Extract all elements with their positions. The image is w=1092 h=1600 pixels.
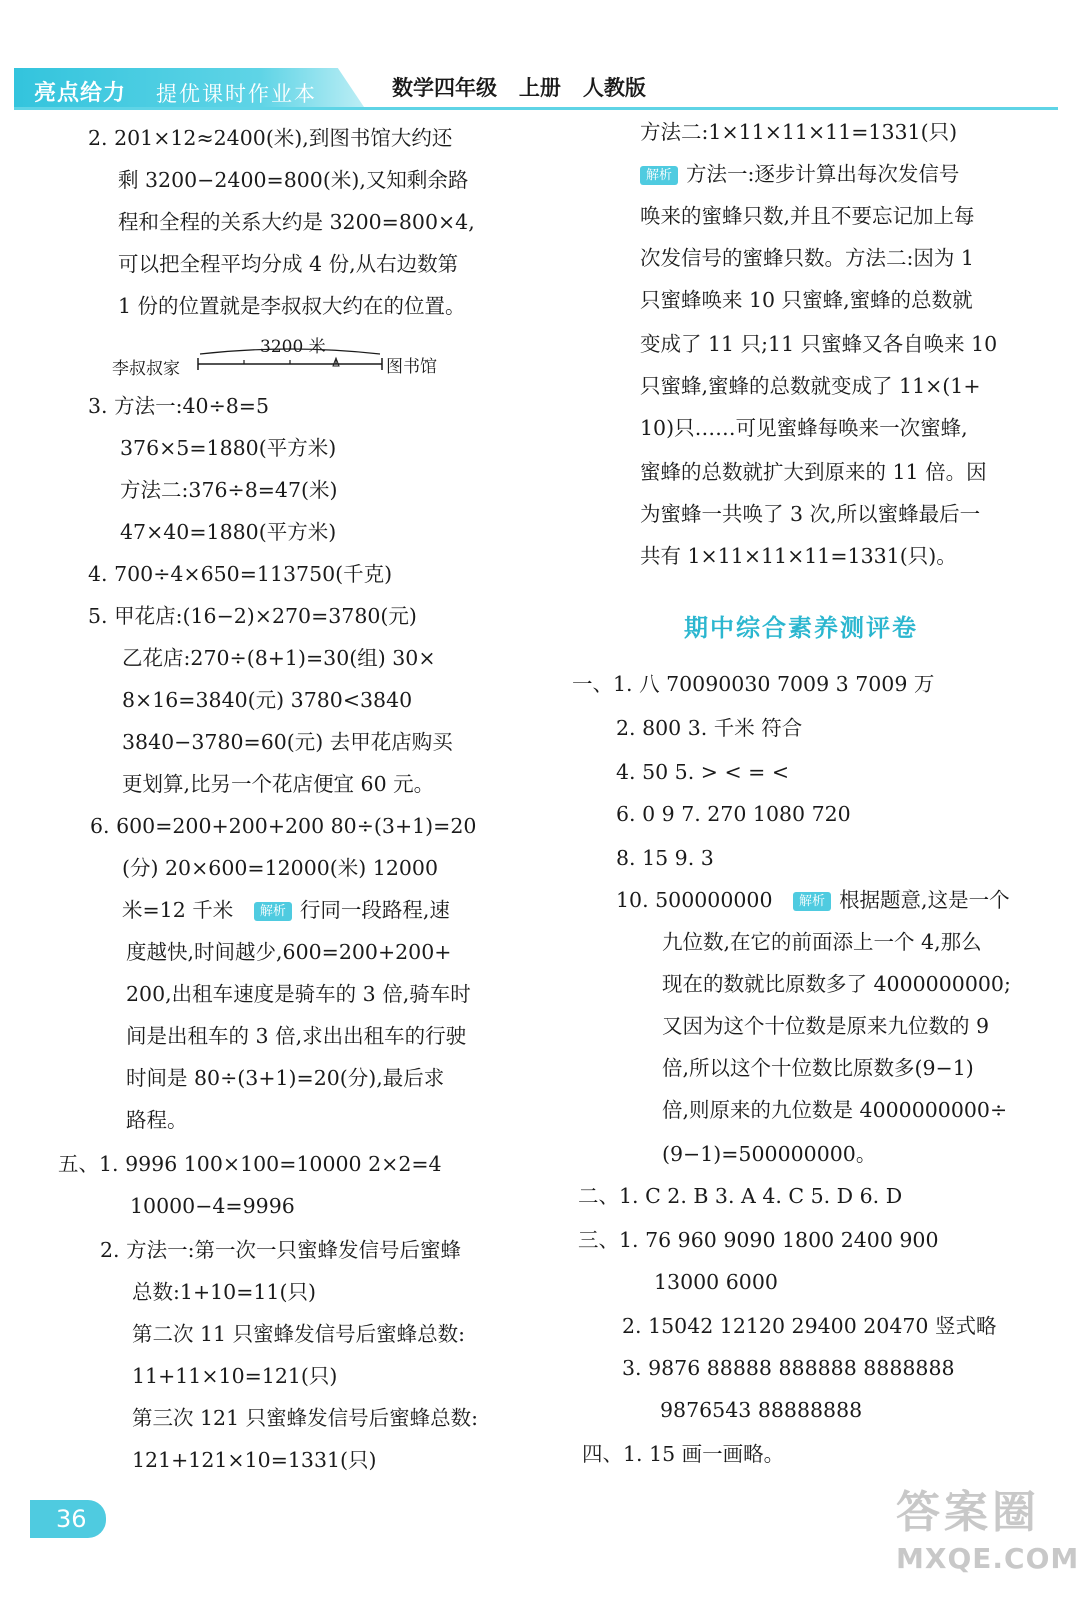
analysis-text: 根据题意,这是一个 bbox=[839, 888, 1010, 912]
answer-line: 路程。 bbox=[126, 1108, 188, 1132]
answer-line: 总数:1+10=11(只) bbox=[132, 1280, 316, 1304]
answer-line: 第二次 11 只蜜蜂发信号后蜜蜂总数: bbox=[132, 1322, 466, 1346]
header-brand: 亮点给力 bbox=[34, 81, 127, 106]
answer-line: 47×40=1880(平方米) bbox=[120, 520, 337, 544]
answer-line: 三、1. 76 960 9090 1800 2400 900 bbox=[578, 1228, 939, 1252]
analysis-text: 方法一:逐步计算出每次发信号 bbox=[686, 162, 960, 186]
answer-line: 1 份的位置就是李叔叔大约在的位置。 bbox=[118, 294, 466, 318]
answer-line: 倍,则原来的九位数是 4000000000÷ bbox=[662, 1098, 1008, 1122]
answer-line: 121+121×10=1331(只) bbox=[132, 1448, 377, 1472]
answer-line: 为蜜蜂一共唤了 3 次,所以蜜蜂最后一 bbox=[640, 502, 981, 526]
answer-line: 5. 甲花店:(16−2)×270=3780(元) bbox=[88, 604, 417, 628]
header-divider bbox=[14, 107, 1058, 110]
answer-line: 又因为这个十位数是原来九位数的 9 bbox=[662, 1014, 990, 1038]
answer-line: 度越快,时间越少,600=200+200+ bbox=[126, 940, 452, 964]
answer-line: 10)只……可见蜜蜂每唤来一次蜜蜂, bbox=[640, 416, 968, 440]
answer-line: 第三次 121 只蜜蜂发信号后蜜蜂总数: bbox=[132, 1406, 479, 1430]
answer-line: 4. 700÷4×650=113750(千克) bbox=[88, 562, 393, 586]
answer-text: 10. 500000000 bbox=[616, 888, 773, 912]
answer-line: 3840−3780=60(元) 去甲花店购买 bbox=[122, 730, 453, 754]
answer-text: 米=12 千米 bbox=[122, 898, 234, 922]
answer-line: (分) 20×600=12000(米) 12000 bbox=[122, 856, 439, 880]
answer-line: 更划算,比另一个花店便宜 60 元。 bbox=[122, 772, 435, 796]
answer-line bbox=[640, 164, 959, 185]
answer-line: 只蜜蜂唤来 10 只蜜蜂,蜜蜂的总数就 bbox=[640, 288, 973, 312]
answer-line: 4. 50 5. > < = < bbox=[616, 760, 790, 784]
answer-line: 共有 1×11×11×11=1331(只)。 bbox=[640, 544, 957, 568]
answer-line: 次发信号的蜜蜂只数。方法二:因为 1 bbox=[640, 246, 974, 270]
answer-line: 9876543 88888888 bbox=[660, 1398, 863, 1422]
answer-line: (9−1)=500000000。 bbox=[662, 1142, 877, 1166]
answer-line: 2. 201×12≈2400(米),到图书馆大约还 bbox=[88, 126, 453, 150]
answer-line bbox=[122, 900, 450, 921]
distance-diagram bbox=[112, 332, 452, 384]
answer-line: 10000−4=9996 bbox=[130, 1194, 295, 1218]
answer-line: 8×16=3840(元) 3780<3840 bbox=[122, 688, 413, 712]
answer-line bbox=[616, 890, 1010, 911]
answer-line: 3. 方法一:40÷8=5 bbox=[88, 394, 270, 418]
answer-line: 2. 15042 12120 29400 20470 竖式略 bbox=[622, 1314, 997, 1338]
answer-line: 间是出租车的 3 倍,求出出租车的行驶 bbox=[126, 1024, 467, 1048]
answer-line: 376×5=1880(平方米) bbox=[120, 436, 337, 460]
analysis-badge: 解析 bbox=[793, 892, 831, 911]
watermark bbox=[896, 1476, 1079, 1575]
watermark-logo: 答案圈 bbox=[896, 1487, 1040, 1538]
answer-line: 可以把全程平均分成 4 份,从右边数第 bbox=[118, 252, 459, 276]
answer-line: 乙花店:270÷(8+1)=30(组) 30× bbox=[122, 646, 436, 670]
header-book-title: 数学四年级 上册 人教版 bbox=[392, 76, 646, 100]
answer-line: 13000 6000 bbox=[654, 1270, 778, 1294]
answer-line: 五、1. 9996 100×100=10000 2×2=4 bbox=[58, 1152, 442, 1176]
answer-line: 11+11×10=121(只) bbox=[132, 1364, 338, 1388]
answer-line: 方法二:1×11×11×11=1331(只) bbox=[640, 120, 958, 144]
answer-line: 只蜜蜂,蜜蜂的总数就变成了 11×(1+ bbox=[640, 374, 981, 398]
answer-line: 倍,所以这个十位数比原数多(9−1) bbox=[662, 1056, 974, 1080]
answer-line: 8. 15 9. 3 bbox=[616, 846, 714, 870]
section-title: 期中综合素养测评卷 bbox=[684, 614, 918, 642]
answer-line: 二、1. C 2. B 3. A 4. C 5. D 6. D bbox=[578, 1184, 903, 1208]
answer-line: 蜜蜂的总数就扩大到原来的 11 倍。因 bbox=[640, 460, 987, 484]
answer-line: 四、1. 15 画一画略。 bbox=[582, 1442, 785, 1466]
answer-line: 九位数,在它的前面添上一个 4,那么 bbox=[662, 930, 982, 954]
analysis-badge: 解析 bbox=[640, 166, 678, 185]
answer-line: 200,出租车速度是骑车的 3 倍,骑车时 bbox=[126, 982, 471, 1006]
answer-line: 唤来的蜜蜂只数,并且不要忘记加上每 bbox=[640, 204, 975, 228]
answer-line: 3. 9876 88888 888888 8888888 bbox=[622, 1356, 955, 1380]
header-subtitle: 提优课时作业本 bbox=[156, 82, 317, 106]
answer-line: 现在的数就比原数多了 4000000000; bbox=[662, 972, 1011, 996]
answer-line: 程和全程的关系大约是 3200=800×4, bbox=[118, 210, 475, 234]
answer-line: 方法二:376÷8=47(米) bbox=[120, 478, 338, 502]
analysis-badge: 解析 bbox=[254, 902, 292, 921]
page-number: 36 bbox=[30, 1500, 106, 1538]
answer-line: 一、1. 八 70090030 7009 3 7009 万 bbox=[572, 672, 935, 696]
answer-line: 变成了 11 只;11 只蜜蜂又各自唤来 10 bbox=[640, 332, 998, 356]
watermark-url: MXQE.COM bbox=[896, 1542, 1080, 1575]
answer-line: 时间是 80÷(3+1)=20(分),最后求 bbox=[126, 1066, 445, 1090]
diagram-right-label: 图书馆 bbox=[386, 357, 437, 377]
diagram-left-label: 李叔叔家 bbox=[112, 359, 180, 379]
analysis-text: 行同一段路程,速 bbox=[299, 898, 450, 922]
answer-line: 6. 600=200+200+200 80÷(3+1)=20 bbox=[90, 814, 477, 838]
answer-line: 2. 800 3. 千米 符合 bbox=[616, 716, 803, 740]
answer-line: 6. 0 9 7. 270 1080 720 bbox=[616, 802, 851, 826]
answer-line: 2. 方法一:第一次一只蜜蜂发信号后蜜蜂 bbox=[100, 1238, 461, 1262]
diagram-distance-label: 3200 米 bbox=[260, 337, 326, 357]
answer-line: 剩 3200−2400=800(米),又知剩余路 bbox=[118, 168, 469, 192]
